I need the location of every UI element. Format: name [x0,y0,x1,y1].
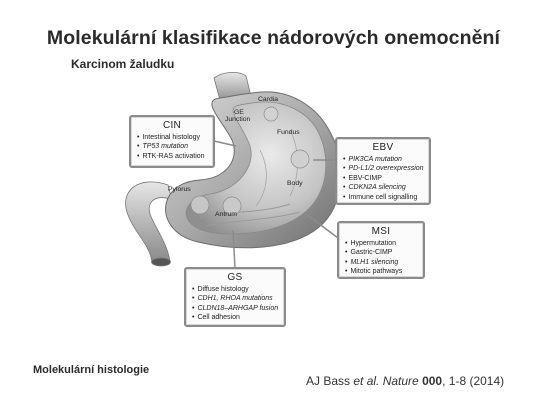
gs-item [192,304,278,313]
gs-box [184,267,286,327]
ebv-title: EBV [372,142,394,153]
label-ge-junction: Junction [225,116,251,123]
msi-item: • Gastric-CIMP [345,248,417,257]
msi-box [337,221,425,279]
cin-item: • Intestinal histology [137,133,207,142]
label-cardia: Cardia [258,96,279,103]
slide-title: Molekulární klasifikace nádorových onemocnění [46,27,501,49]
gs-title: GS [227,272,243,283]
ebv-item [343,164,423,173]
citation [306,374,504,388]
gs-item [192,294,278,303]
msi-title: MSI [371,226,391,237]
footer-caption: Molekulární histologie [33,364,150,376]
citation-volume: 000 [422,374,443,388]
ebv-item [343,155,423,164]
label-pylorus: Pylorus [168,186,191,193]
cin-title: CIN [162,120,182,131]
label-ge: GE [234,109,244,116]
citation-journal: et al. Nature [353,374,419,388]
ebv-item [343,183,423,192]
cin-item: • RTK-RAS activation [137,152,207,161]
cin-box [129,115,215,168]
label-antrum: Antrum [215,211,237,218]
msi-item: • Mitotic pathways [345,267,417,276]
gs-item: • Cell adhesion [192,313,278,322]
msi-item [345,258,417,267]
msi-item: • Hypermutation [345,239,417,248]
cin-item [137,142,207,151]
msi-item-text: MLH1 silencing [350,258,399,266]
citation-authors: AJ Bass [306,374,354,388]
label-body: Body [287,180,303,187]
ebv-item-text: PD-L1/2 overexpression [348,165,424,173]
cin-item-text: TP53 mutation [142,143,188,151]
gs-item: • Diffuse histology [192,285,278,294]
gs-item-text: CLDN18–ARHGAP fusion [197,304,279,312]
ebv-item: • EBV-CIMP [343,174,423,183]
ebv-item-text: CDKN2A silencing [348,184,406,192]
slide-subtitle: Karcinom žaludku [71,57,175,71]
label-fundus: Fundus [277,129,300,136]
ebv-box [335,137,431,205]
ebv-item: • Immune cell signalling [343,193,423,202]
gs-item-text: CDH1, RHOA mutations [197,295,273,303]
citation-pages: , 1-8 (2014) [442,374,505,388]
ebv-item-text: PIK3CA mutation [348,156,402,163]
